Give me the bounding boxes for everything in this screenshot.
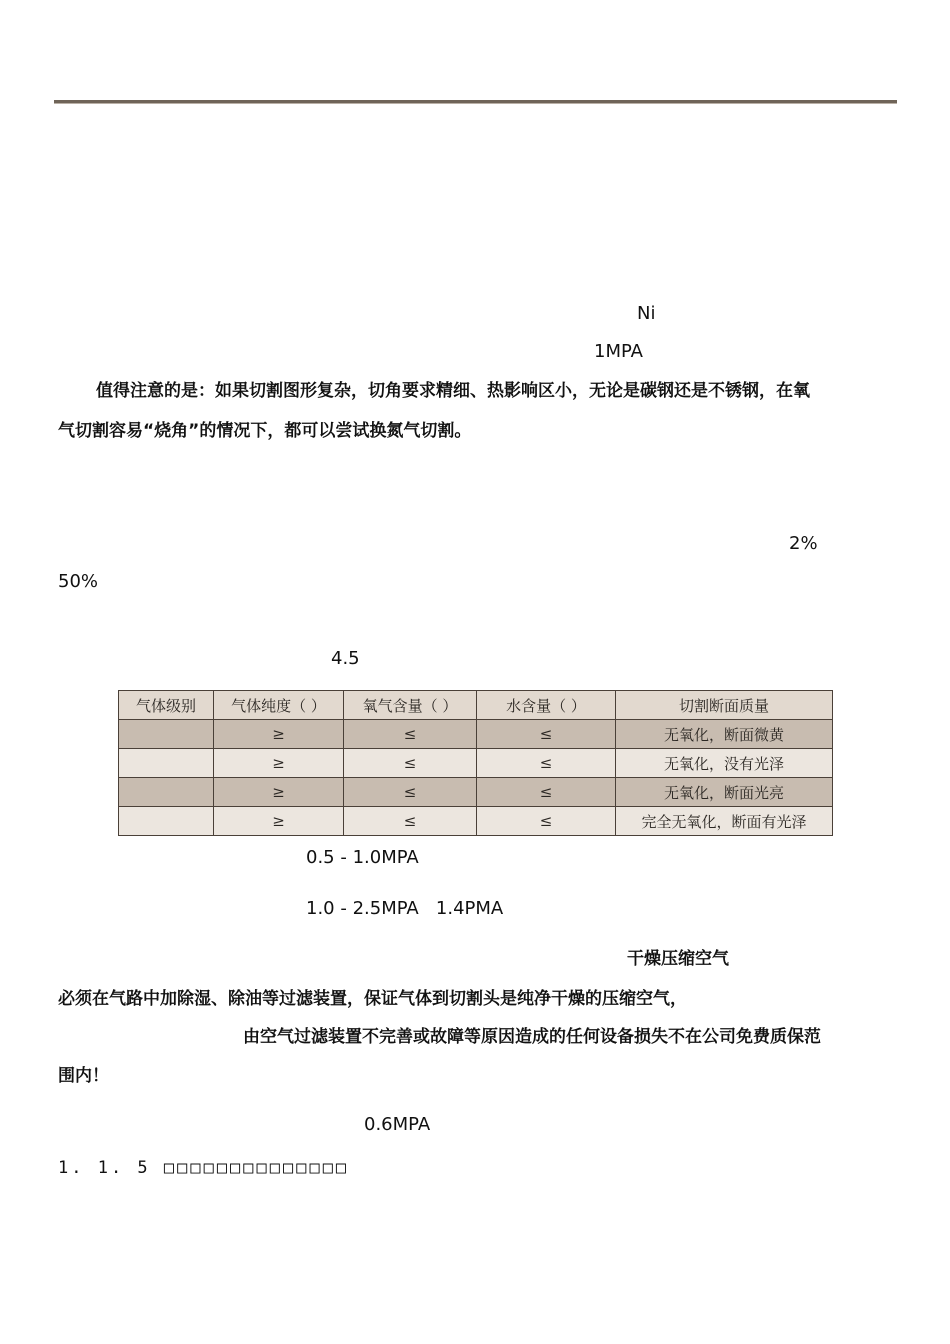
table-row <box>119 749 833 778</box>
section-heading: 1. 1. 5 □□□□□□□□□□□□□□ <box>58 1158 350 1178</box>
table-header-row <box>119 691 833 720</box>
text-pressure-range-1: 0.5 - 1.0MPA <box>306 847 419 868</box>
table-header-cell: 水含量（ ） <box>477 691 616 720</box>
text-ni: Ni <box>637 303 656 324</box>
table-cell <box>119 720 214 749</box>
table-cell: ≤ <box>344 749 477 778</box>
table-cell <box>119 778 214 807</box>
table-cell <box>119 749 214 778</box>
text-dry-air: 干燥压缩空气 <box>627 949 729 969</box>
table-cell <box>119 807 214 836</box>
header-rule <box>54 100 897 104</box>
table-cell: 无氧化，没有光泽 <box>616 749 833 778</box>
table-cell: ≥ <box>214 720 344 749</box>
text-filter-requirement: 必须在气路中加除湿、除油等过滤装置，保证气体到切割头是纯净干燥的压缩空气， <box>58 989 687 1009</box>
table-cell: ≤ <box>477 749 616 778</box>
text-warranty-line-1: 由空气过滤装置不完善或故障等原因造成的任何设备损失不在公司免费质保范 <box>243 1027 821 1047</box>
text-pressure-range-2: 1.0 - 2.5MPA 1.4PMA <box>306 898 504 919</box>
text-4-5: 4.5 <box>331 648 360 669</box>
table-cell: ≥ <box>214 778 344 807</box>
note-paragraph <box>58 371 898 451</box>
table-header-cell: 氧气含量（ ） <box>344 691 477 720</box>
text-0-6mpa: 0.6MPA <box>364 1114 431 1135</box>
table-cell: ≤ <box>344 807 477 836</box>
table-cell: ≤ <box>344 778 477 807</box>
text-50-percent: 50% <box>58 571 99 592</box>
table-row <box>119 778 833 807</box>
table-cell: ≤ <box>477 720 616 749</box>
table-header-cell: 气体纯度（ ） <box>214 691 344 720</box>
table-row <box>119 720 833 749</box>
text-1mpa: 1MPA <box>594 341 643 362</box>
note-line-2: 气切割容易“烧角”的情况下，都可以尝试换氮气切割。 <box>58 421 472 441</box>
table-cell: 完全无氧化，断面有光泽 <box>616 807 833 836</box>
table-header-cell: 切割断面质量 <box>616 691 833 720</box>
gas-spec-table <box>118 690 833 836</box>
table-cell: 无氧化，断面光亮 <box>616 778 833 807</box>
text-2-percent: 2% <box>789 533 818 554</box>
table-cell: ≤ <box>344 720 477 749</box>
table-cell: 无氧化，断面微黄 <box>616 720 833 749</box>
table-cell: ≤ <box>477 778 616 807</box>
table-row <box>119 807 833 836</box>
table-header-cell: 气体级别 <box>119 691 214 720</box>
note-line-1: 值得注意的是：如果切割图形复杂，切角要求精细、热影响区小，无论是碳钢还是不锈钢，在氧 <box>96 381 810 401</box>
table-cell: ≤ <box>477 807 616 836</box>
table-cell: ≥ <box>214 749 344 778</box>
text-warranty-line-2: 围内！ <box>58 1066 109 1086</box>
table-cell: ≥ <box>214 807 344 836</box>
